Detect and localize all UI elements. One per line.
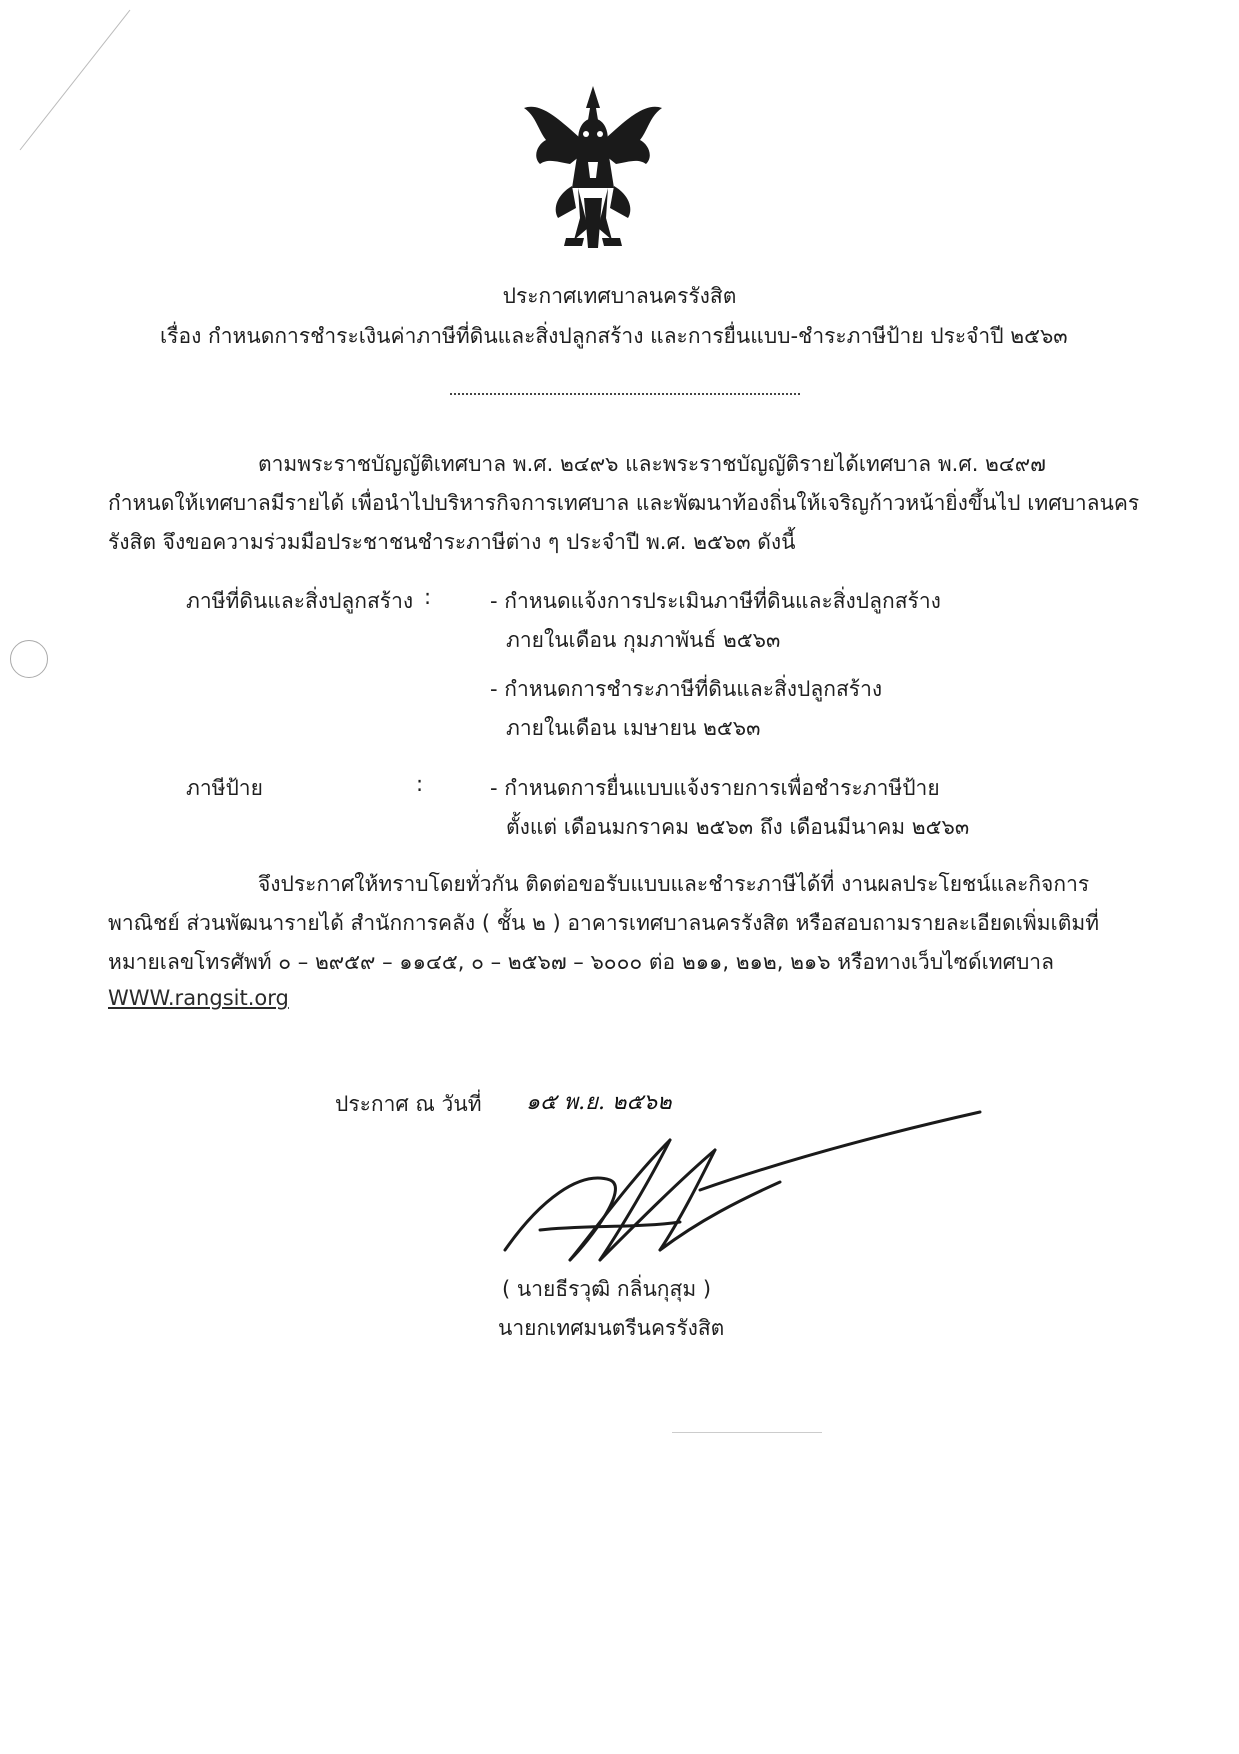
announcement-title: ประกาศเทศบาลนครรังสิต <box>502 284 737 308</box>
sign-tax-label: ภาษีป้าย <box>186 776 263 800</box>
announce-date-prefix: ประกาศ ณ วันที่ <box>335 1092 482 1116</box>
signature-icon <box>500 1110 1000 1270</box>
land-tax-item-1-line-2: ภายในเดือน กุมภาพันธ์ ๒๕๖๓ <box>506 628 781 652</box>
scan-scratch-mark <box>0 0 140 170</box>
land-tax-item-2-line-1: - กำหนดการชำระภาษีที่ดินและสิ่งปลูกสร้าง <box>490 677 883 701</box>
signer-name: ( นายธีรวุฒิ กลิ่นกุสุม ) <box>502 1277 712 1301</box>
dotted-divider <box>450 393 800 395</box>
land-tax-label: ภาษีที่ดินและสิ่งปลูกสร้าง <box>186 589 414 613</box>
intro-line-1: ตามพระราชบัญญัติเทศบาล พ.ศ. ๒๔๙๖ และพระราชบัญญัติรายได้เทศบาล พ.ศ. ๒๔๙๗ <box>258 452 1046 476</box>
sign-tax-item-1-line-1: - กำหนดการยื่นแบบแจ้งรายการเพื่อชำระภาษีป้าย <box>490 776 940 800</box>
land-tax-item-2-line-2: ภายในเดือน เมษายน ๒๕๖๓ <box>506 716 761 740</box>
announcement-subject: เรื่อง กำหนดการชำระเงินค่าภาษีที่ดินและสิ่งปลูกสร้าง และการยื่นแบบ-ชำระภาษีป้าย ประจำปี ๒๕๖๓ <box>160 324 1068 348</box>
punch-hole-mark <box>10 640 48 678</box>
land-tax-colon: : <box>424 585 432 609</box>
intro-line-2: กำหนดให้เทศบาลมีรายได้ เพื่อนำไปบริหารกิจการเทศบาล และพัฒนาท้องถิ่นให้เจริญก้าวหน้ายิ่งขึ้นไป เทศบาลนคร <box>108 491 1140 515</box>
website-link[interactable]: WWW.rangsit.org <box>108 986 289 1010</box>
contact-line-1: จึงประกาศให้ทราบโดยทั่วกัน ติดต่อขอรับแบบและชำระภาษีได้ที่ งานผลประโยชน์และกิจการ <box>258 872 1090 896</box>
garuda-emblem-icon <box>518 78 668 258</box>
contact-line-3: หมายเลขโทรศัพท์ ๐ – ๒๙๕๙ – ๑๑๔๕, ๐ – ๒๕๖๗ – ๖๐๐๐ ต่อ ๒๑๑, ๒๑๒, ๒๑๖ หรือทางเว็บไซด์เทศบาล <box>108 950 1054 974</box>
faint-scan-line <box>672 1432 822 1433</box>
sign-tax-colon: : <box>416 772 424 796</box>
land-tax-item-1-line-1: - กำหนดแจ้งการประเมินภาษีที่ดินและสิ่งปลูกสร้าง <box>490 589 941 613</box>
contact-line-2: พาณิชย์ ส่วนพัฒนารายได้ สำนักการคลัง ( ชั้น ๒ ) อาคารเทศบาลนครรังสิต หรือสอบถามรายละเอียดเพิ่มเติมที่ <box>108 911 1100 935</box>
signer-position: นายกเทศมนตรีนครรังสิต <box>498 1316 725 1340</box>
intro-line-3: รังสิต จึงขอความร่วมมือประชาชนชำระภาษีต่าง ๆ ประจำปี พ.ศ. ๒๕๖๓ ดังนี้ <box>108 530 796 554</box>
sign-tax-item-1-line-2: ตั้งแต่ เดือนมกราคม ๒๕๖๓ ถึง เดือนมีนาคม ๒๕๖๓ <box>506 815 970 839</box>
announce-date-handwritten: ๑๕ พ.ย. ๒๕๖๒ <box>526 1090 672 1115</box>
